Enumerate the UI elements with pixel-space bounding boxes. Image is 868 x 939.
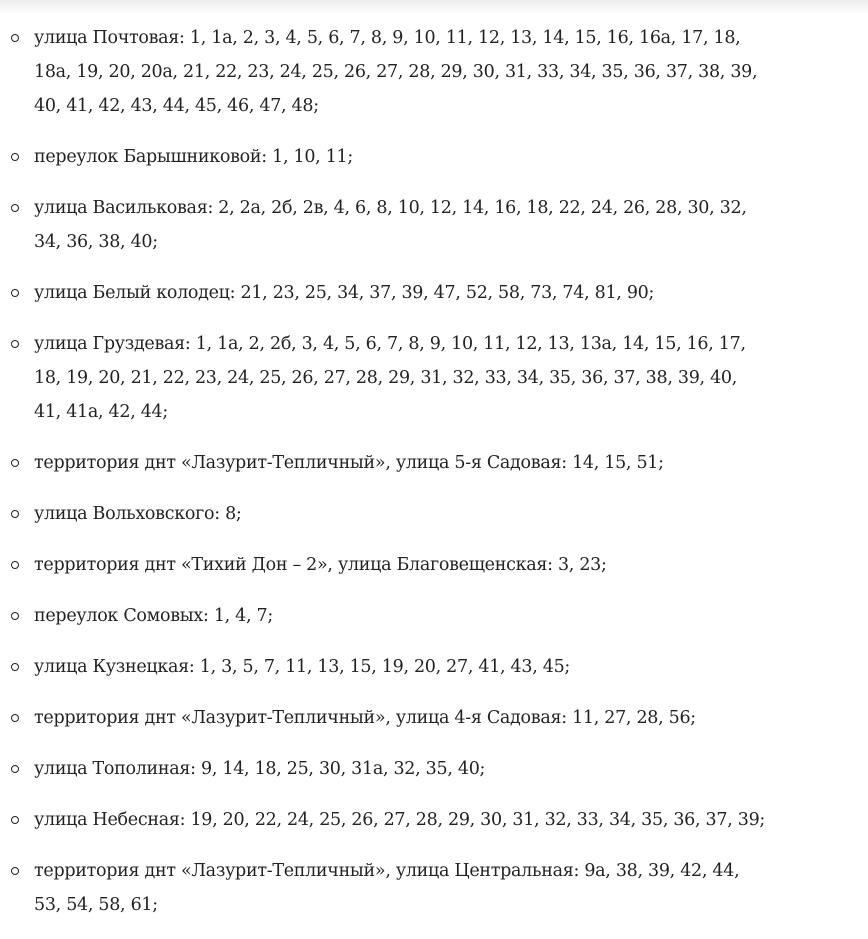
circle-bullet-icon — [11, 561, 19, 569]
circle-bullet-icon — [11, 765, 19, 773]
house-numbers: 1, 4, 7; — [213, 606, 273, 626]
circle-bullet-icon — [11, 612, 19, 620]
circle-bullet-icon — [11, 816, 19, 824]
street-name: улица Тополиная — [34, 759, 191, 779]
list-item: улица Кузнецкая: 1, 3, 5, 7, 11, 13, 15, 19, 20, 27, 41, 43, 45; — [0, 650, 868, 684]
list-item: переулок Барышниковой: 1, 10, 11; — [0, 140, 868, 174]
street-name: территория днт «Лазурит-Тепличный», улица 5-я Садовая — [34, 453, 562, 473]
list-item: территория днт «Лазурит-Тепличный», улица Центральная: 9а, 38, 39, 42, 44, 53, 54, 58, 61; — [0, 854, 868, 922]
circle-bullet-icon — [11, 340, 19, 348]
circle-bullet-icon — [11, 153, 19, 161]
house-numbers: 9, 14, 18, 25, 30, 31а, 32, 35, 40; — [201, 759, 486, 779]
circle-bullet-icon — [11, 867, 19, 875]
list-item: улица Груздевая: 1, 1а, 2, 2б, 3, 4, 5, 6, 7, 8, 9, 10, 11, 12, 13, 13а, 14, 15, 16, 17, 18, 19, 20, 21, 22, 23, 24, 25, 26, 27, 28, 29, 31, 32, 33, 34, 35, 36, 37, 38, 39, 40, 41, 41а, 42, 44; — [0, 327, 868, 429]
house-numbers: 2, 2а, 2б, 2в, 4, 6, 8, 10, 12, 14, 16, 18, 22, 24, 26, 28, 30, 32, 34, 36, 38, 40; — [34, 198, 747, 252]
circle-bullet-icon — [11, 714, 19, 722]
house-numbers: 1, 1а, 2, 3, 4, 5, 6, 7, 8, 9, 10, 11, 12, 13, 14, 15, 16, 16а, 17, 18, 18а, 19, 20, 20а, 21, 22, 23, 24, 25, 26, 27, 28, 29, 30, 31, 33, 34, 35, 36, 37, 38, 39, 40, 41, 42, 43, 44, 45, 46, 47, 48; — [34, 28, 758, 116]
street-name: переулок Сомовых — [34, 606, 203, 626]
list-item: улица Тополиная: 9, 14, 18, 25, 30, 31а, 32, 35, 40; — [0, 752, 868, 786]
list-item: территория днт «Тихий Дон – 2», улица Благовещенская: 3, 23; — [0, 548, 868, 582]
house-numbers: 14, 15, 51; — [572, 453, 664, 473]
house-numbers: 11, 27, 28, 56; — [572, 708, 696, 728]
street-name: улица Груздевая — [34, 334, 185, 354]
list-item: территория днт «Лазурит-Тепличный», улица 5-я Садовая: 14, 15, 51; — [0, 446, 868, 480]
circle-bullet-icon — [11, 204, 19, 212]
list-item: улица Белый колодец: 21, 23, 25, 34, 37, 39, 47, 52, 58, 73, 74, 81, 90; — [0, 276, 868, 310]
street-name: улица Почтовая — [34, 28, 180, 48]
house-numbers: 3, 23; — [557, 555, 607, 575]
street-name: территория днт «Лазурит-Тепличный», улица Центральная — [34, 861, 574, 881]
street-name: улица Небесная — [34, 810, 180, 830]
house-numbers: 19, 20, 22, 24, 25, 26, 27, 28, 29, 30, 31, 32, 33, 34, 35, 36, 37, 39; — [190, 810, 765, 830]
house-numbers: 1, 10, 11; — [272, 147, 353, 167]
street-name: улица Вольховского — [34, 504, 215, 524]
street-name: территория днт «Тихий Дон – 2», улица Благовещенская — [34, 555, 548, 575]
street-name: переулок Барышниковой — [34, 147, 262, 167]
top-divider-shadow — [0, 0, 868, 14]
circle-bullet-icon — [11, 663, 19, 671]
list-item: улица Васильковая: 2, 2а, 2б, 2в, 4, 6, 8, 10, 12, 14, 16, 18, 22, 24, 26, 28, 30, 32, 34, 36, 38, 40; — [0, 191, 868, 259]
circle-bullet-icon — [11, 510, 19, 518]
house-numbers: 8; — [225, 504, 242, 524]
list-item: улица Вольховского: 8; — [0, 497, 868, 531]
list-item: улица Почтовая: 1, 1а, 2, 3, 4, 5, 6, 7, 8, 9, 10, 11, 12, 13, 14, 15, 16, 16а, 17, 18, 18а, 19, 20, 20а, 21, 22, 23, 24, 25, 26, 27, 28, 29, 30, 31, 33, 34, 35, 36, 37, 38, 39, 40, 41, 42, 43, 44, 45, 46, 47, 48; — [0, 21, 868, 123]
list-item: переулок Сомовых: 1, 4, 7; — [0, 599, 868, 633]
street-name: территория днт «Лазурит-Тепличный», улица 4-я Садовая — [34, 708, 562, 728]
house-numbers: 1, 3, 5, 7, 11, 13, 15, 19, 20, 27, 41, 43, 45; — [199, 657, 571, 677]
street-name: улица Кузнецкая — [34, 657, 189, 677]
circle-bullet-icon — [11, 289, 19, 297]
list-item: улица Небесная: 19, 20, 22, 24, 25, 26, 27, 28, 29, 30, 31, 32, 33, 34, 35, 36, 37, 39; — [0, 803, 868, 837]
street-name: улица Васильковая — [34, 198, 208, 218]
street-name: улица Белый колодец — [34, 283, 230, 303]
circle-bullet-icon — [11, 34, 19, 42]
house-numbers: 21, 23, 25, 34, 37, 39, 47, 52, 58, 73, 74, 81, 90; — [240, 283, 655, 303]
list-item: территория днт «Лазурит-Тепличный», улица 4-я Садовая: 11, 27, 28, 56; — [0, 701, 868, 735]
circle-bullet-icon — [11, 459, 19, 467]
house-numbers: 9а, 38, 39, 42, 44, 53, 54, 58, 61; — [34, 861, 740, 915]
house-numbers: 1, 1а, 2, 2б, 3, 4, 5, 6, 7, 8, 9, 10, 11, 12, 13, 13а, 14, 15, 16, 17, 18, 19, 20, 21, 22, 23, 24, 25, 26, 27, 28, 29, 31, 32, 33, 34, 35, 36, 37, 38, 39, 40, 41, 41а, 42, 44; — [34, 334, 746, 422]
street-list — [0, 21, 868, 939]
